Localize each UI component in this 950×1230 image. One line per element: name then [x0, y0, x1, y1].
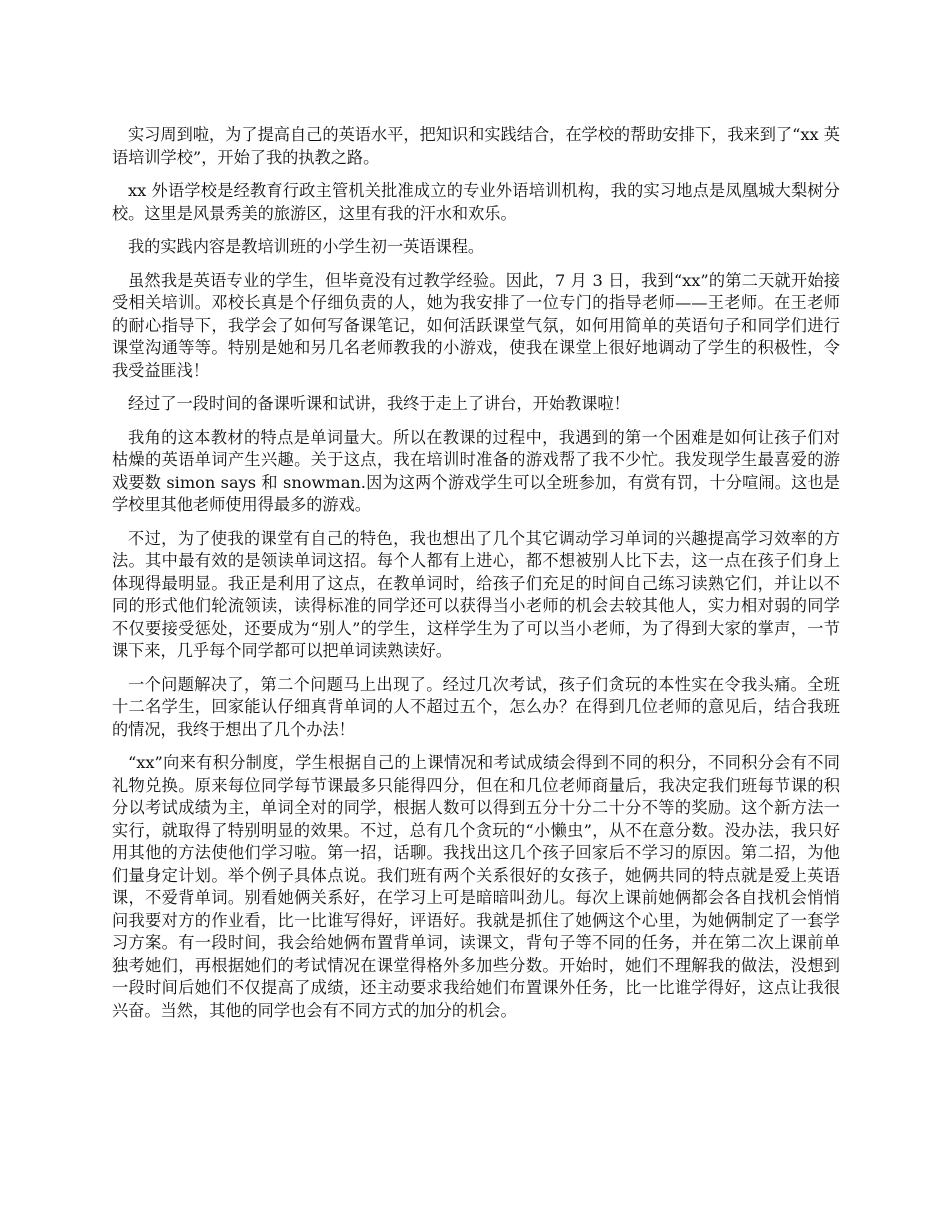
paragraph-7: 不过，为了使我的课堂有自己的特色，我也想出了几个其它调动学习单词的兴趣提高学习效率的方法。其中最有效的是领读单词这招。每个人都有上进心，都不想被别人比下去，这一点在孩子们身上体现得最明显。我正是利用了这点，在教单词时，给孩子们充足的时间自己练习读熟它们，并让以不同的形式他们轮流领读，读得标准的同学还可以获得当小老师的机会去较其他人，实力相对弱的同学不仅要接受惩处，还要成为“别人”的学生，这样学生为了可以当小老师，为了得到大家的掌声，一节课下来，几乎每个同学都可以把单词读熟读好。	[112, 528, 840, 660]
paragraph-5: 经过了一段时间的备课听课和试讲，我终于走上了讲台，开始教课啦！	[128, 394, 630, 413]
paragraph-2: xx 外语学校是经教育行政主管机关批准成立的专业外语培训机构，我的实习地点是凤凰城大梨树分校。这里是风景秀美的旅游区，这里有我的汗水和欢乐。	[112, 181, 840, 223]
paragraph-3: 我的实践内容是教培训班的小学生初一英语课程。	[128, 237, 485, 256]
document-body	[112, 124, 840, 1033]
paragraph-9: “xx”向来有积分制度，学生根据自己的上课情况和考试成绩会得到不同的积分，不同积分会有不同礼物兑换。原来每位同学每节课最多只能得四分，但在和几位老师商量后，我决定我们班每节课的积分以考试成绩为主，单词全对的同学，根据人数可以得到五分十分二十分不等的奖励。这个新方法一实行，就取得了特别明显的效果。不过，总有几个贪玩的“小懒虫”，从不在意分数。没办法，我只好用其他的方法使他们学习啦。第一招，话聊。我找出这几个孩子回家后不学习的原因。第二招，为他们量身定计划。举个例子具体点说。我们班有两个关系很好的女孩子，她俩共同的特点就是爱上英语课，不爱背单词。别看她俩关系好，在学习上可是暗暗叫劲儿。每次上课前她俩都会各自找机会悄悄问我要对方的作业看，比一比谁写得好，评语好。我就是抓住了她俩这个心里，为她俩制定了一套学习方案。有一段时间，我会给她俩布置背单词，读课文，背句子等不同的任务，并在第二次上课前单独考她们，再根据她们的考试情况在课堂得格外多加些分数。开始时，她们不理解我的做法，没想到一段时间后她们不仅提高了成绩，还主动要求我给她们布置课外任务，比一比谁学得好，这点让我很兴奋。当然，其他的同学也会有不同方式的加分的机会。	[112, 753, 840, 1020]
paragraph-8: 一个问题解决了，第二个问题马上出现了。经过几次考试，孩子们贪玩的本性实在令我头痛。全班十二名学生，回家能认仔细真背单词的人不超过五个，怎么办？在得到几位老师的意见后，结合我班的情况，我终于想出了几个办法！	[112, 674, 840, 739]
paragraph-6: 我角的这本教材的特点是单词量大。所以在教课的过程中，我遇到的第一个困难是如何让孩子们对枯燥的英语单词产生兴趣。关于这点，我在培训时准备的游戏帮了我不少忙。我发现学生最喜爱的游戏要数 simon says 和 snowman.因为这两个游戏学生可以全班参加，有赏有罚，十分喧闹。这也是学校里其他老师使用得最多的游戏。	[112, 427, 840, 514]
paragraph-4: 虽然我是英语专业的学生，但毕竟没有过教学经验。因此，7 月 3 日，我到“xx”的第二天就开始接受相关培训。邓校长真是个仔细负责的人，她为我安排了一位专门的指导老师——王老师。在王老师的耐心指导下，我学会了如何写备课笔记，如何活跃课堂气氛，如何用简单的英语句子和同学们进行课堂沟通等等。特别是她和另几名老师教我的小游戏，使我在课堂上很好地调动了学生的积极性，令我受益匪浅！	[112, 270, 840, 380]
paragraph-1: 实习周到啦，为了提高自己的英语水平，把知识和实践结合，在学校的帮助安排下，我来到了“xx 英语培训学校”，开始了我的执教之路。	[112, 125, 840, 167]
